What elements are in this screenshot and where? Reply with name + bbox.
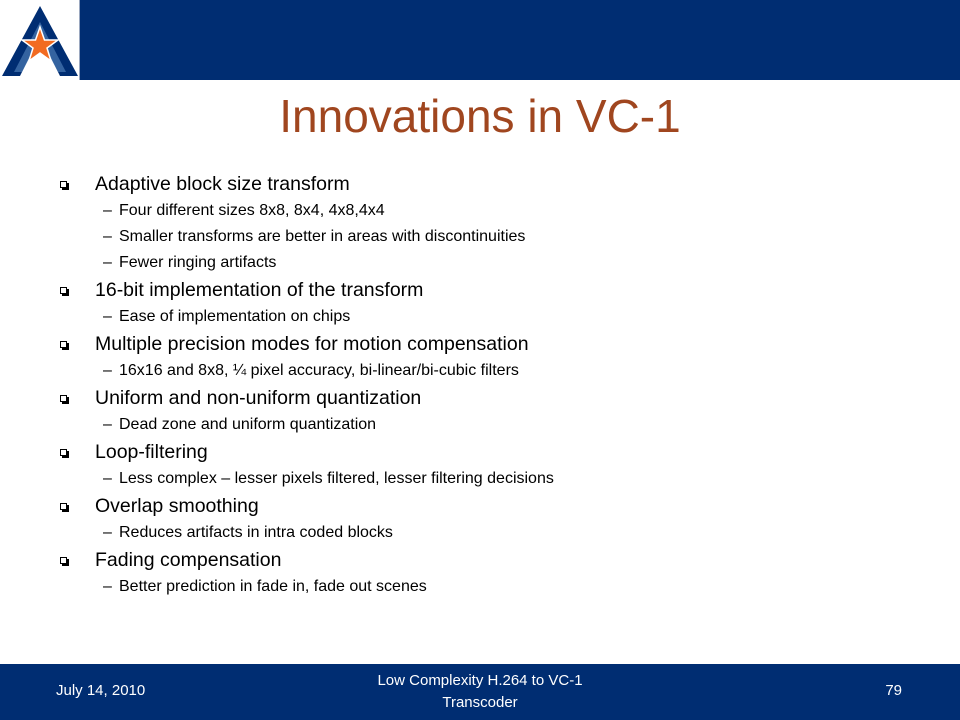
sub-bullet-item <box>56 574 936 600</box>
logo <box>0 0 80 80</box>
square-bullet-icon <box>60 449 67 456</box>
sub-bullet-text: Four different sizes 8x8, 8x4, 4x8,4x4 <box>119 202 385 219</box>
dash-marker: – <box>103 416 112 433</box>
bullet-item <box>56 438 936 466</box>
dash-marker: – <box>103 362 112 379</box>
footer-title-line2: Transcoder <box>442 694 518 711</box>
dash-marker: – <box>103 202 112 219</box>
square-bullet-icon <box>60 395 67 402</box>
sub-bullet-text: Reduces artifacts in intra coded blocks <box>119 524 393 541</box>
sub-bullet-item <box>56 466 936 492</box>
footer-bar <box>0 664 960 720</box>
sub-bullet-item <box>56 224 936 250</box>
bullet-text: 16-bit implementation of the transform <box>95 279 424 301</box>
sub-bullet-item <box>56 520 936 546</box>
bullet-item <box>56 546 936 574</box>
bullet-item <box>56 276 936 304</box>
bullet-item <box>56 170 936 198</box>
square-bullet-icon <box>60 181 67 188</box>
footer-title-line1: Low Complexity H.264 to VC-1 <box>377 672 583 689</box>
sub-bullet-item <box>56 304 936 330</box>
sub-bullet-text: Fewer ringing artifacts <box>119 254 277 271</box>
slide-title: Innovations in VC-1 <box>279 90 681 142</box>
page-number: 79 <box>885 682 902 699</box>
square-bullet-icon <box>60 287 67 294</box>
bullet-text: Uniform and non-uniform quantization <box>95 387 422 409</box>
sub-bullet-text: 16x16 and 8x8, ¼ pixel accuracy, bi-linear/bi-cubic filters <box>119 362 519 379</box>
dash-marker: – <box>103 470 112 487</box>
square-bullet-icon <box>60 503 67 510</box>
square-bullet-icon <box>60 341 67 348</box>
bullet-text: Multiple precision modes for motion compensation <box>95 333 529 355</box>
ut-arlington-logo-icon <box>0 0 80 80</box>
bullet-item <box>56 384 936 412</box>
sub-bullet-text: Less complex – lesser pixels filtered, lesser filtering decisions <box>119 470 554 487</box>
dash-marker: – <box>103 254 112 271</box>
dash-marker: – <box>103 524 112 541</box>
bullet-text: Loop-filtering <box>95 441 208 463</box>
header-bar <box>0 0 960 80</box>
sub-bullet-text: Better prediction in fade in, fade out scenes <box>119 578 427 595</box>
sub-bullet-item <box>56 358 936 384</box>
dash-marker: – <box>103 578 112 595</box>
dash-marker: – <box>103 308 112 325</box>
footer-date: July 14, 2010 <box>56 682 146 699</box>
bullet-text: Adaptive block size transform <box>95 173 350 195</box>
bullet-text: Fading compensation <box>95 549 282 571</box>
bullet-text: Overlap smoothing <box>95 495 259 517</box>
bullet-list <box>56 170 936 600</box>
bullet-item <box>56 330 936 358</box>
footer-title <box>335 670 625 714</box>
sub-bullet-text: Smaller transforms are better in areas with discontinuities <box>119 228 526 245</box>
sub-bullet-item <box>56 412 936 438</box>
sub-bullet-item <box>56 250 936 276</box>
dash-marker: – <box>103 228 112 245</box>
sub-bullet-item <box>56 198 936 224</box>
sub-bullet-text: Ease of implementation on chips <box>119 308 351 325</box>
sub-bullet-text: Dead zone and uniform quantization <box>119 416 377 433</box>
bullet-item <box>56 492 936 520</box>
square-bullet-icon <box>60 557 67 564</box>
